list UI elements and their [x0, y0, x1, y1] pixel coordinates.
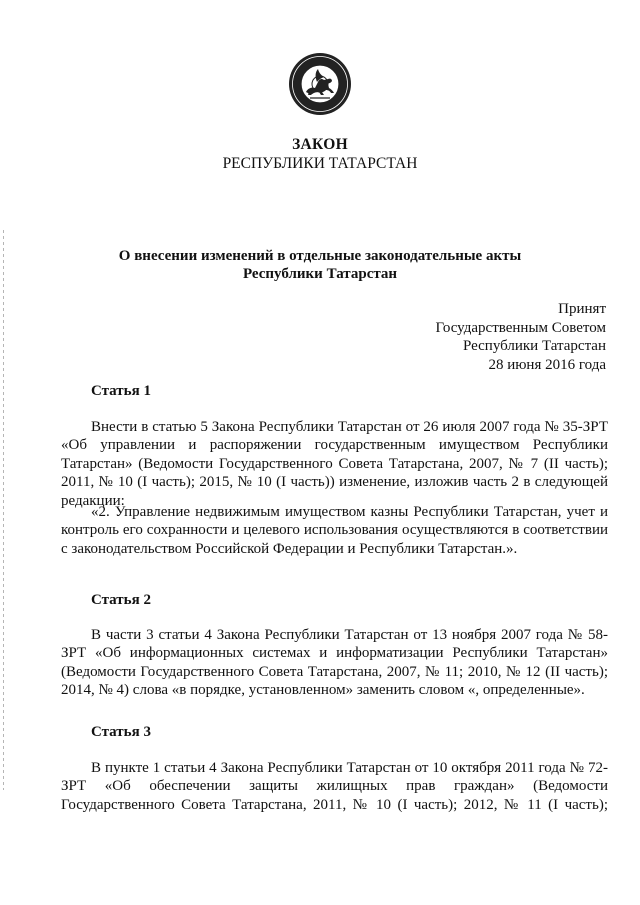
adoption-line-2: Государственным Советом [435, 319, 606, 336]
article-3-paragraph-1: В пункте 1 статьи 4 Закона Республики Татарстан от 10 октября 2011 года № 72-ЗРТ «Об обеспечении защиты жилищных прав граждан» (Ведомости Государственного Совета Татарстана, 2011, № 10 (I часть); 2012, № 11 (I часть); [61, 760, 608, 813]
law-heading-line-2: Республики Татарстан [242, 266, 398, 282]
scan-margin-artifact [3, 230, 4, 790]
adoption-line-1: Принят [558, 301, 606, 317]
article-2-title: Статья 2 [91, 592, 151, 608]
law-heading-line-1: О внесении изменений в отдельные законодательные акты [118, 248, 522, 264]
article-2-paragraph-1: В части 3 статьи 4 Закона Республики Татарстан от 13 ноября 2007 года № 58-ЗРТ «Об информационных системах и информатизации Республики Татарстан» (Ведомости Государственного Совета Татарстана, 2007, № 11; 2010, № 12 (II часть); 2014, № 4) слова «в порядке, установленном» заменить словом «, определенные». [61, 627, 608, 699]
article-1-paragraph-1: Внести в статью 5 Закона Республики Татарстан от 26 июля 2007 года № 35-ЗРТ «Об управлении и распоряжении государственным имуществом Республики Татарстан» (Ведомости Государственного Совета Татарстана, 2007, № 7 (II часть); 2011, № 10 (I часть); 2015, № 10 (I часть)) изменение, изложив часть 2 в следующей редакции: [61, 419, 608, 509]
document-title: ЗАКОН [292, 136, 348, 153]
article-1-paragraph-2: «2. Управление недвижимым имуществом казны Республики Татарстан, учет и контроль его сохранности и целевого использования осуществляются в соответствии с законодательством Российской Федерации и Республики Татарстан.». [61, 504, 608, 557]
law-heading [0, 247, 640, 283]
article-3-title: Статья 3 [91, 724, 151, 740]
adoption-line-3: Республики Татарстан [462, 338, 606, 354]
document-subtitle: РЕСПУБЛИКИ ТАТАРСТАН [222, 155, 418, 172]
article-1-title: Статья 1 [91, 383, 151, 399]
adoption-date: 28 июня 2016 года [488, 356, 606, 373]
adoption-block [436, 300, 607, 374]
tatarstan-coat-of-arms-icon [288, 52, 352, 116]
